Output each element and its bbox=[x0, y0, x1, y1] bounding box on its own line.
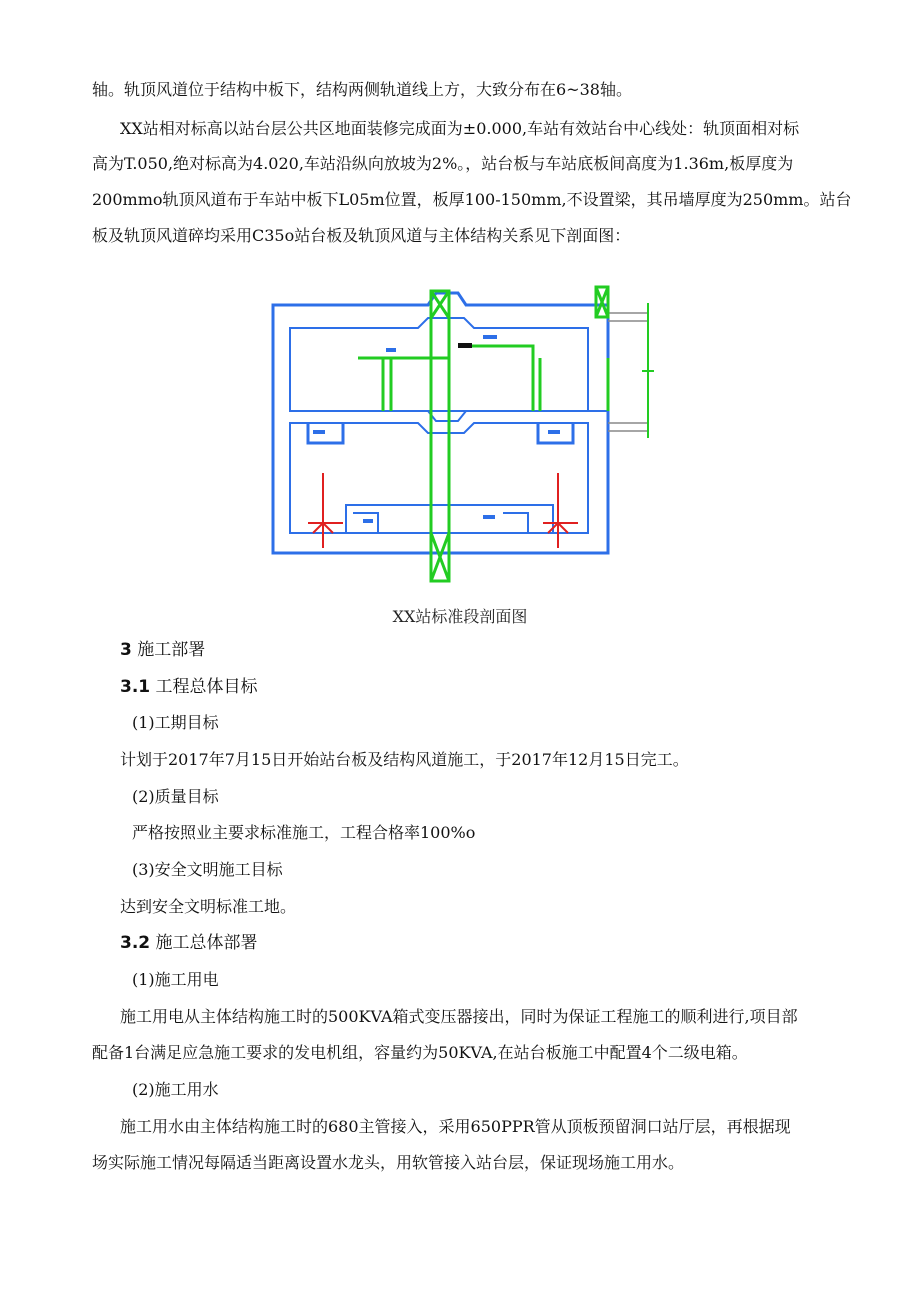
item-heading: (3)安全文明施工目标 bbox=[132, 860, 283, 879]
item-heading: (2)质量目标 bbox=[132, 787, 219, 806]
figure-caption: XX站标准段剖面图 bbox=[392, 607, 528, 626]
small-labels bbox=[313, 335, 560, 523]
section-diagram bbox=[268, 283, 660, 588]
section-title: 施工部署 bbox=[137, 640, 206, 660]
paragraph-line: XX站相对标高以站台层公共区地面装修完成面为±0.000,车站有效站台中心线处：轨顶面相对标 bbox=[120, 119, 800, 138]
item-heading: (1)施工用电 bbox=[132, 970, 219, 989]
paragraph-line: 施工用电从主体结构施工时的500KVA箱式变压器接出，同时为保证工程施工的顺利进行,项目部 bbox=[120, 1007, 798, 1026]
paragraph-line: 计划于2017年7月15日开始站台板及结构风道施工，于2017年12月15日完工。 bbox=[120, 750, 689, 769]
subsection-heading bbox=[120, 933, 258, 953]
subsection-number: 3.2 bbox=[120, 933, 151, 953]
paragraph-line: 轴。轨顶风道位于结构中板下，结构两侧轨道线上方，大致分布在6~38轴。 bbox=[92, 80, 632, 99]
paragraph-line: 板及轨顶风道碎均采用C35o站台板及轨顶风道与主体结构关系见下剖面图： bbox=[92, 226, 631, 245]
section-heading bbox=[120, 640, 205, 660]
black-marker bbox=[458, 343, 472, 348]
subsection-title: 施工总体部署 bbox=[155, 933, 258, 953]
paragraph-line: 达到安全文明标准工地。 bbox=[120, 897, 297, 916]
paragraph-line: 施工用水由主体结构施工时的680主管接入，采用650PPR管从顶板预留洞口站厅层，再根据现 bbox=[120, 1117, 791, 1136]
paragraph-line: 配备1台满足应急施工要求的发电机组，容量约为50KVA,在站台板施工中配置4个二级电箱。 bbox=[92, 1043, 748, 1062]
red-annotations bbox=[308, 473, 578, 548]
paragraph-line: 场实际施工情况每隔适当距离设置水龙头，用软管接入站台层，保证现场施工用水。 bbox=[92, 1153, 685, 1172]
section-number: 3 bbox=[120, 640, 132, 660]
paragraph-line: 严格按照业主要求标准施工，工程合格率100%o bbox=[132, 823, 476, 842]
item-heading: (1)工期目标 bbox=[132, 713, 219, 732]
paragraph-line: 高为T.050,绝对标高为4.020,车站沿纵向放坡为2%。，站台板与车站底板间高度为1.36m,板厚度为 bbox=[92, 154, 794, 173]
subsection-heading bbox=[120, 677, 258, 697]
subsection-number: 3.1 bbox=[120, 677, 151, 697]
green-elements bbox=[358, 287, 654, 581]
subsection-title: 工程总体目标 bbox=[155, 677, 258, 697]
paragraph-line: 200mmo轨顶风道布于车站中板下L05m位置，板厚100-150mm,不设置梁，其吊墙厚度为250mm。站台 bbox=[92, 190, 852, 209]
item-heading: (2)施工用水 bbox=[132, 1080, 219, 1099]
